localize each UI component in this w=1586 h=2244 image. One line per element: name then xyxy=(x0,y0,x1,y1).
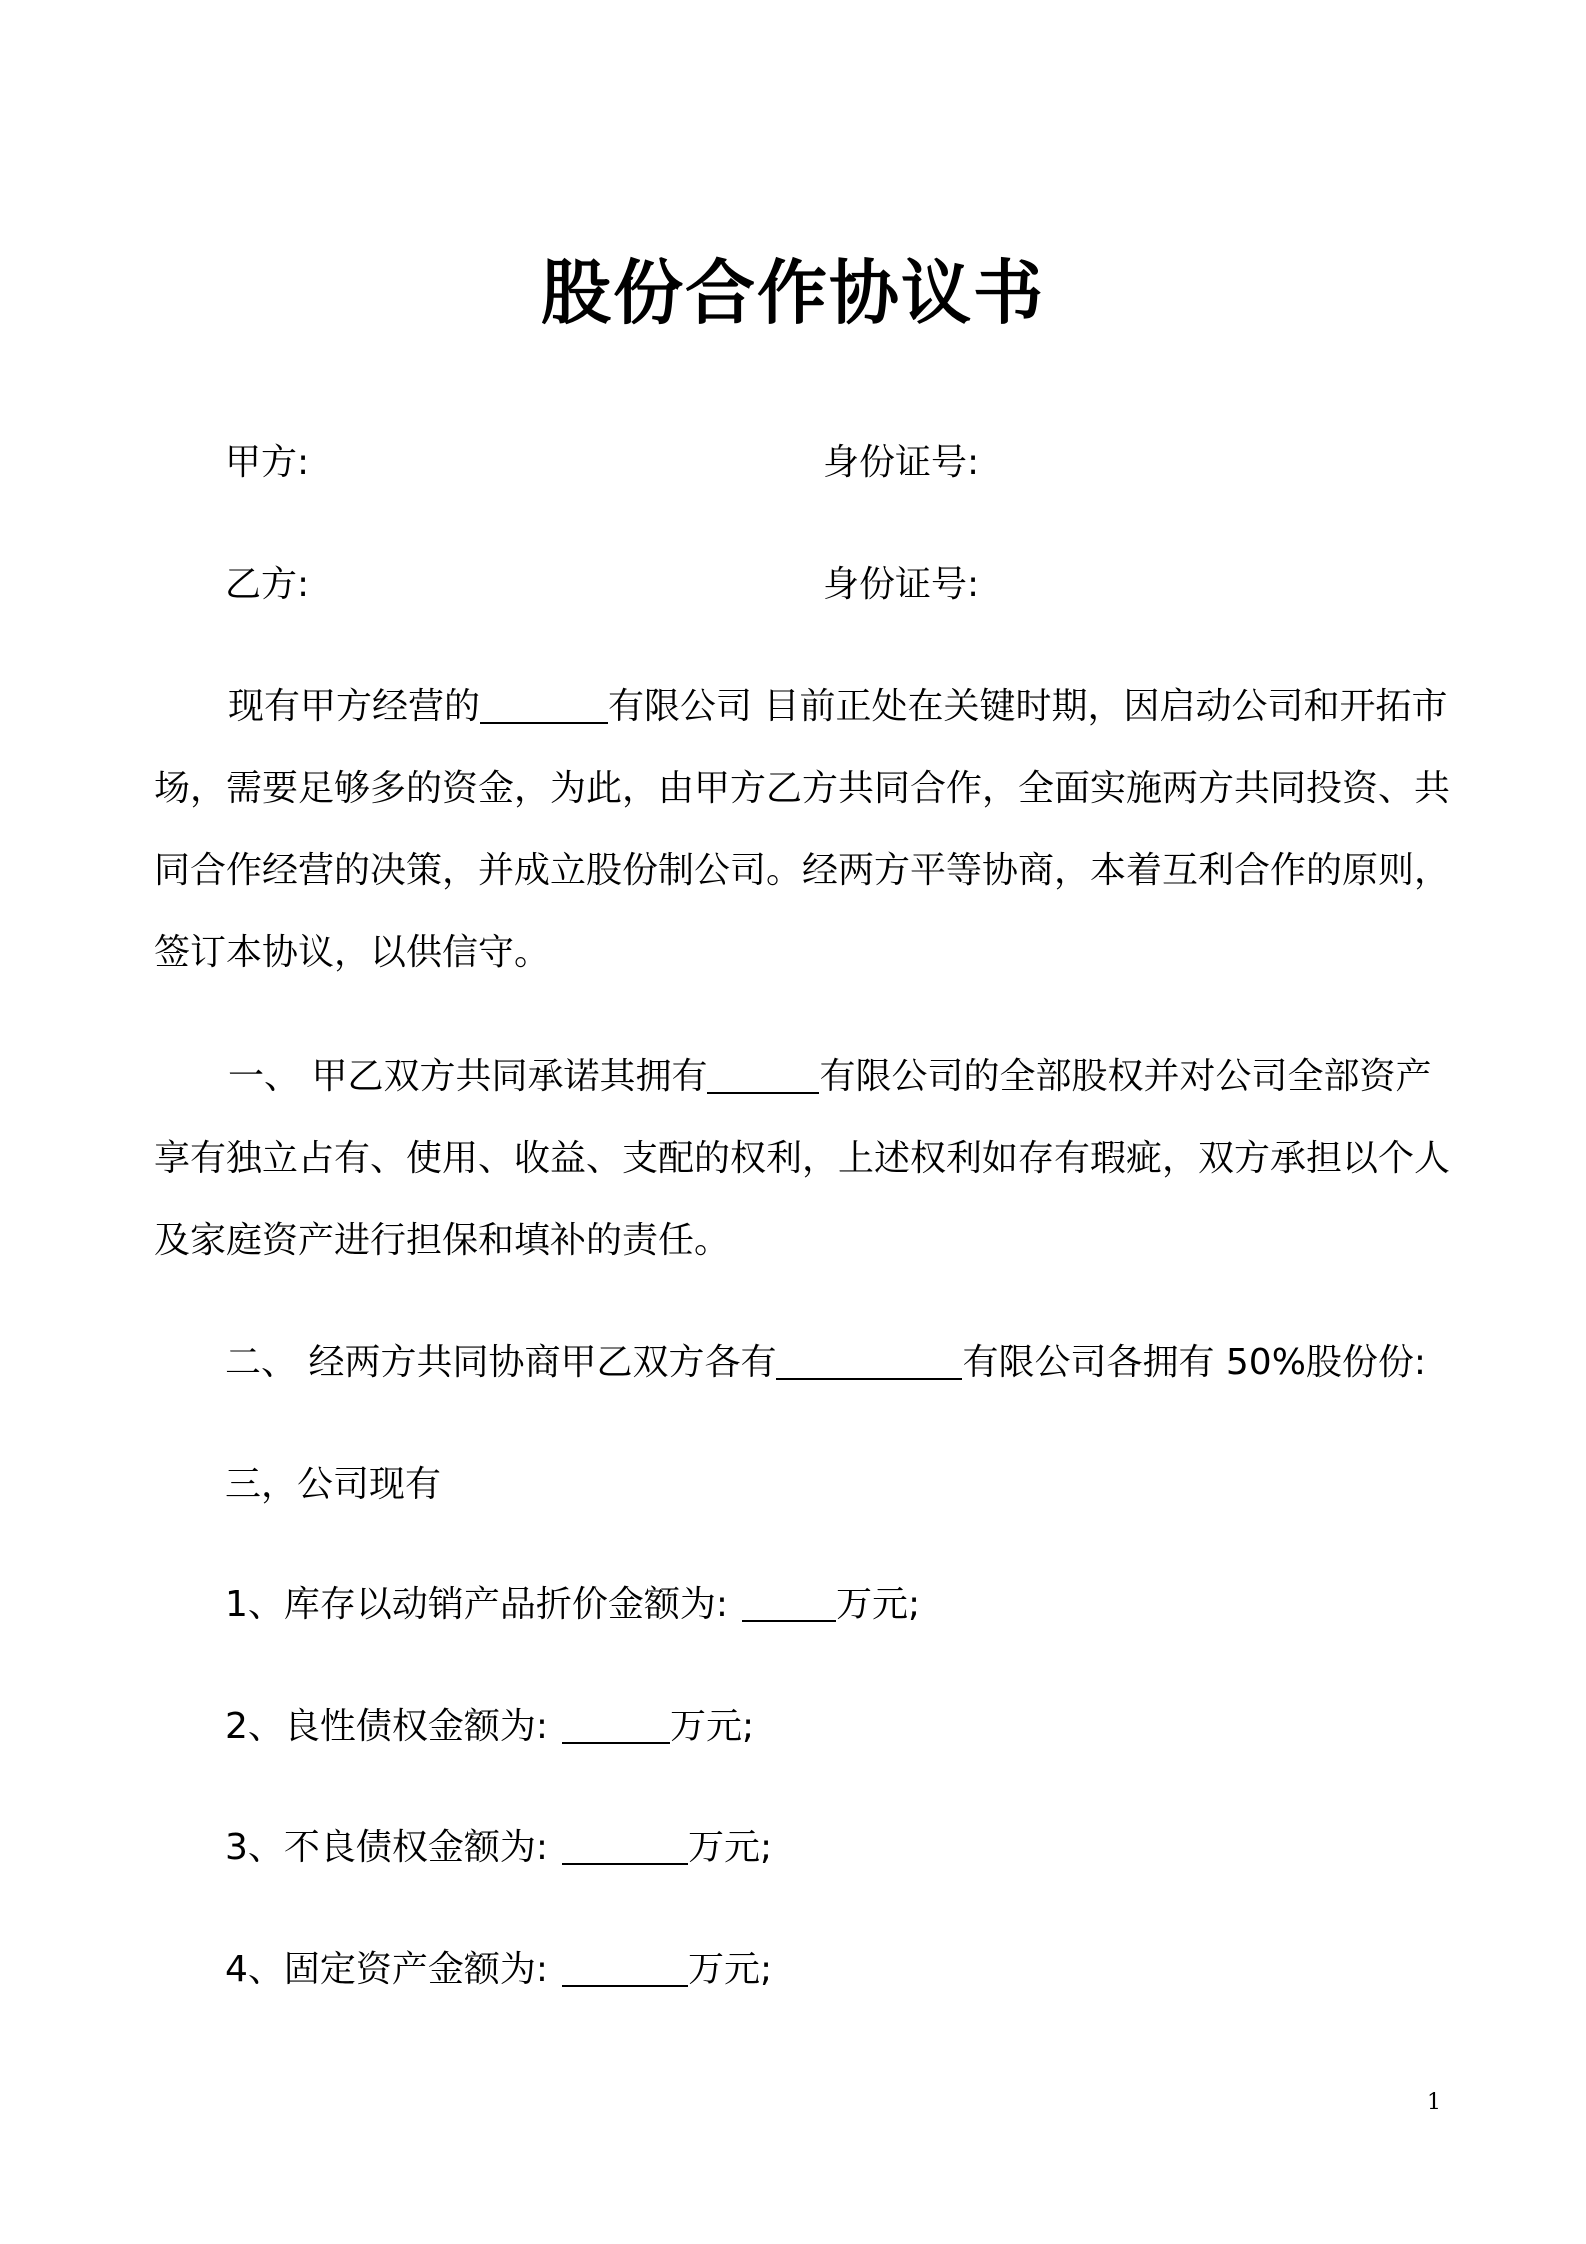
intro-text-before: 现有甲方经营的 xyxy=(228,686,481,727)
party-a-id-label: 身份证号: xyxy=(823,442,980,483)
clause-one-paragraph xyxy=(154,1036,1454,1282)
list-item xyxy=(225,1697,754,1757)
list-item xyxy=(225,1940,772,2000)
item-label: 1、库存以动销产品折价金额为: xyxy=(225,1584,729,1625)
intro-paragraph xyxy=(154,666,1454,994)
list-item xyxy=(225,1818,772,1878)
party-a-label: 甲方: xyxy=(225,442,310,483)
item-label: 3、不良债权金额为: xyxy=(225,1827,549,1868)
item-unit: 万元; xyxy=(688,1949,773,1990)
list-item xyxy=(225,1575,920,1635)
clause-two-line xyxy=(225,1333,1426,1393)
amount-blank xyxy=(562,1945,688,1987)
item-unit: 万元; xyxy=(688,1827,773,1868)
amount-blank xyxy=(742,1580,836,1622)
intro-text-after: 有限公司 目前正处在关键时期，因启动公司和开拓市场，需要足够多的资金，为此，由甲方乙方共同合作，全面实施两方共同投资、共同合作经营的决策，并成立股份制公司。经两方平等协商，本着互利合作的原则，签订本协议，以供信守。 xyxy=(154,686,1451,973)
item-unit: 万元; xyxy=(836,1584,921,1625)
party-a-row xyxy=(0,433,1586,493)
item-unit: 万元; xyxy=(670,1706,755,1747)
item-label: 4、固定资产金额为: xyxy=(225,1949,549,1990)
party-b-label: 乙方: xyxy=(225,564,310,605)
clause-two-text-after: 有限公司各拥有 50%股份份: xyxy=(962,1342,1427,1383)
party-b-row xyxy=(0,555,1586,615)
amount-blank xyxy=(562,1702,670,1744)
party-b-id-label: 身份证号: xyxy=(823,564,980,605)
page-number: 1 xyxy=(1427,2090,1441,2115)
clause-two-text-before: 二、 经两方共同协商甲乙双方各有 xyxy=(225,1342,777,1383)
clause-two-company-blank xyxy=(776,1338,962,1380)
company-name-blank xyxy=(480,682,608,724)
clause-one-text-before: 一、 甲乙双方共同承诺其拥有 xyxy=(228,1056,708,1097)
clause-three-heading: 三，公司现有 xyxy=(225,1464,442,1505)
clause-one-company-blank xyxy=(707,1052,819,1094)
item-label: 2、良性债权金额为: xyxy=(225,1706,549,1747)
document-title: 股份合作协议书 xyxy=(541,252,1045,334)
amount-blank xyxy=(562,1823,688,1865)
clause-one-text-after: 有限公司的全部股权并对公司全部资产享有独立占有、使用、收益、支配的权利，上述权利如存有瑕疵，双方承担以个人及家庭资产进行担保和填补的责任。 xyxy=(154,1056,1451,1261)
